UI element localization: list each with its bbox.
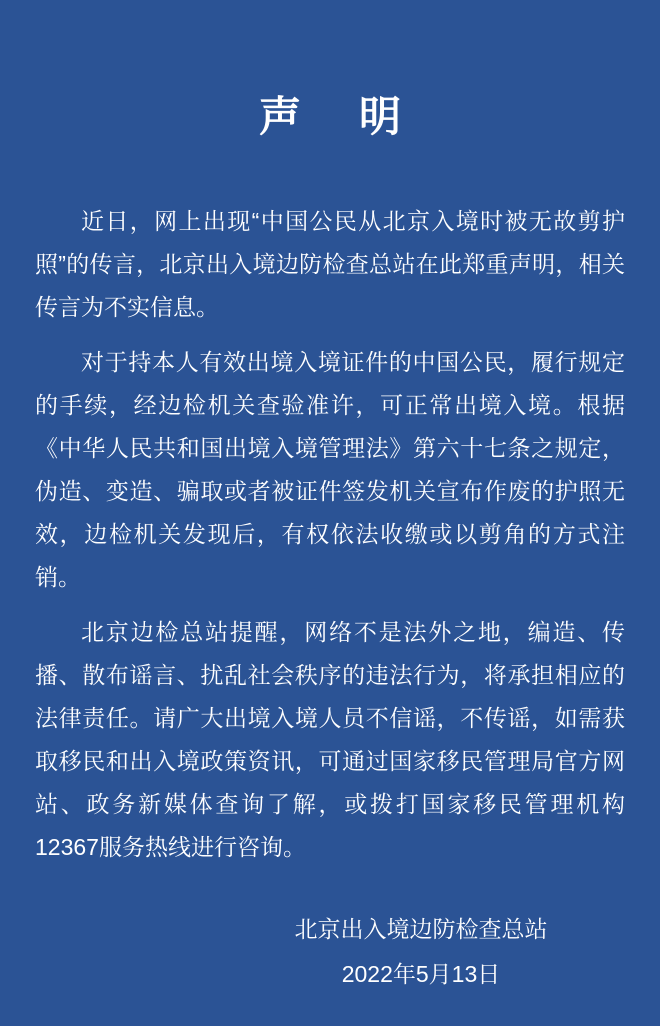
statement-paragraph-2: 对于持本人有效出境入境证件的中国公民，履行规定的手续，经边检机关查验准许，可正常出境入境。根据《中华人民共和国出境入境管理法》第六十七条之规定，伪造、变造、骗取或者被证件签发机关宣布作废的护照无效，边检机关发现后，有权依法收缴或以剪角的方式注销。	[35, 349, 625, 591]
page-title: 声 明	[258, 93, 409, 140]
statement-paragraph-3: 北京边检总站提醒，网络不是法外之地，编造、传播、散布谣言、扰乱社会秩序的违法行为，将承担相应的法律责任。请广大出境入境人员不信谣，不传谣，如需获取移民和出入境政策资讯，可通过国家移民管理局官方网站、政务新媒体查询了解，或拨打国家移民管理机构12367服务热线进行咨询。	[35, 619, 625, 861]
statement-body	[35, 200, 625, 869]
signature-organization: 北京出入境边防检查总站	[294, 916, 548, 943]
signature-block	[217, 907, 625, 997]
signature-date: 2022年5月13日	[341, 961, 501, 988]
statement-paragraph-1: 近日，网上出现“中国公民从北京入境时被无故剪护照”的传言，北京出入境边防检查总站在此郑重声明，相关传言为不实信息。	[35, 208, 625, 321]
statement-page	[0, 92, 660, 1026]
